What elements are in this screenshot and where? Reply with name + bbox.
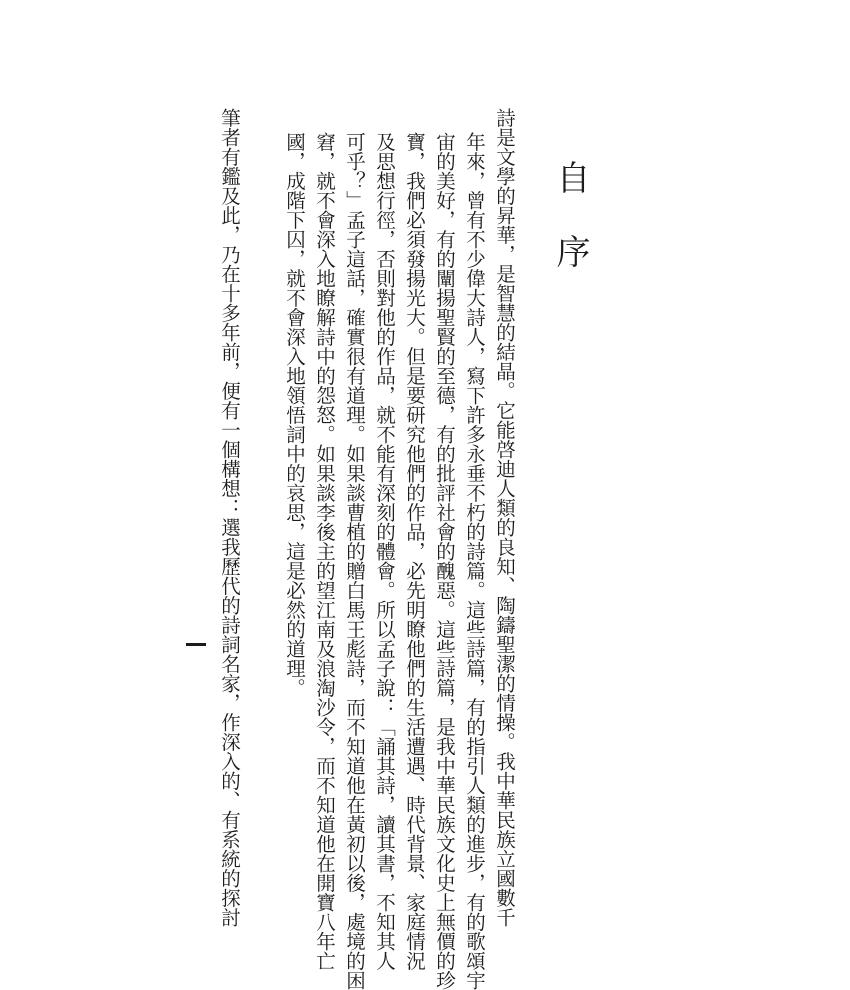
text-column-5: 及思想行徑，否則對他的作品，就不能有深刻的體會。所以孟子說：「誦其詩，讀其書，不知其人 <box>373 132 396 971</box>
text-column-3: 宙的美好，有的闡揚聖賢的至德，有的批評社會的醜惡。這些詩篇，是我中華民族文化史上無價的珍 <box>433 132 456 990</box>
text-column-2: 年來，曾有不少偉大詩人，寫下許多永垂不朽的詩篇。這些詩篇，有的指引人類的進步，有的歌頌宇 <box>463 132 486 990</box>
text-column-4: 寶，我們必須發揚光大。但是要研究他們的作品，必先明瞭他們的生活遭遇、時代背景、家庭情況 <box>403 132 426 971</box>
text-column-6: 可乎？」孟子這話，確實很有道理。如果談曹植的贈白馬王彪詩，而不知道他在黃初以後，處境的困 <box>343 132 366 990</box>
text-column-8: 國，成階下囚，就不會深入地領悟詞中的哀思，這是必然的道理。 <box>283 132 306 698</box>
text-column-1: 詩是文學的昇華，是智慧的結晶。它能啓迪人類的良知、陶鑄聖潔的情操。我中華民族立國數千 <box>493 108 516 927</box>
page-number <box>186 643 206 646</box>
page-title: 自序 <box>550 160 590 308</box>
text-column-7: 窘，就不會深入地瞭解詩中的怨怒。如果談李後主的望江南及浪淘沙令，而不知道他在開寶八年亡 <box>313 132 336 971</box>
text-column-9: 筆者有鑑及此，乃在十多年前，便有一個構想：選我歷代的詩詞名家，作深入的、有系統的探討 <box>218 108 241 927</box>
